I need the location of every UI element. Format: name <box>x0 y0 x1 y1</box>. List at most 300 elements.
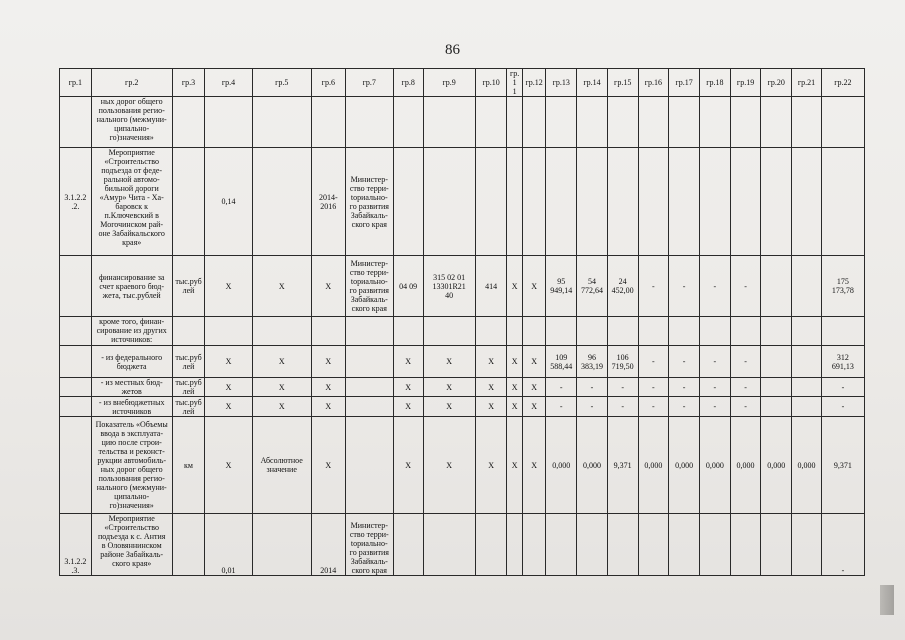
cell-value: - из местных бюд- жетов <box>100 378 163 396</box>
table-cell-gr12 <box>522 397 546 417</box>
table-cell-gr13 <box>546 514 577 576</box>
table-cell-gr3 <box>172 97 205 148</box>
table-cell-gr17 <box>669 256 700 317</box>
table-cell-gr9 <box>423 148 475 256</box>
table-cell-gr13 <box>546 256 577 317</box>
table-cell-gr18 <box>699 148 730 256</box>
table-cell-gr7 <box>345 397 393 417</box>
table-cell-gr3 <box>172 378 205 397</box>
table-cell-gr13 <box>546 148 577 256</box>
cell-value: тыс.руб лей <box>175 277 202 295</box>
table-cell-gr19 <box>730 378 761 397</box>
table-cell-gr5 <box>252 346 311 378</box>
table-cell-gr17 <box>669 148 700 256</box>
cell-value: - <box>652 357 655 366</box>
table-cell-gr14 <box>577 148 608 256</box>
table-cell-gr21 <box>792 346 822 378</box>
table-cell-gr22 <box>821 317 864 346</box>
cell-value: 0,000 <box>644 460 663 470</box>
cell-value: 24 452,00 <box>611 277 634 295</box>
table-cell-gr18 <box>699 97 730 148</box>
table-cell-gr1 <box>60 97 92 148</box>
table-cell-gr1 <box>60 346 92 378</box>
table-cell-gr20 <box>761 378 792 397</box>
table-cell-gr6 <box>311 148 345 256</box>
cell-value: X <box>325 402 332 411</box>
column-header-label: гр.14 <box>583 78 601 87</box>
cell-value: Министер- ство терри- tориально- го развития Забайкаль- ского края <box>349 174 389 229</box>
cell-value: 0,000 <box>675 460 694 470</box>
cell-value: X <box>531 382 537 392</box>
table-cell-gr6 <box>311 97 345 148</box>
table-cell-gr21 <box>792 397 822 417</box>
table-cell-gr8 <box>393 346 423 378</box>
table-row <box>60 397 865 417</box>
cell-value: - из внебюджетных источников <box>98 397 165 416</box>
table-cell-gr21 <box>792 417 822 514</box>
table-cell-gr9 <box>423 317 475 346</box>
table-cell-gr5 <box>252 256 311 317</box>
table-cell-gr9 <box>423 417 475 514</box>
table-cell-gr7 <box>345 514 393 576</box>
table-row <box>60 317 865 346</box>
table-row <box>60 148 865 256</box>
program-table <box>59 68 865 576</box>
column-header-label: гр.6 <box>321 78 335 87</box>
cell-value: 414 <box>485 281 498 291</box>
table-cell-gr12 <box>522 378 546 397</box>
table-cell-gr20 <box>761 346 792 378</box>
table-cell-gr11 <box>507 256 522 317</box>
table-cell-gr15 <box>607 514 638 576</box>
cell-value: X <box>278 382 285 392</box>
cell-value: X <box>446 402 453 411</box>
table-cell-gr19 <box>730 256 761 317</box>
cell-value: 0,000 <box>552 460 571 470</box>
cell-value: 9,371 <box>613 460 632 470</box>
table-cell-gr22 <box>821 148 864 256</box>
table-cell-gr9 <box>423 256 475 317</box>
table-cell-gr18 <box>699 256 730 317</box>
table-cell-gr17 <box>669 346 700 378</box>
table-cell-gr14 <box>577 97 608 148</box>
column-header-16 <box>638 69 669 97</box>
table-cell-gr4 <box>205 256 252 317</box>
column-header-label: гр.3 <box>181 78 196 87</box>
table-cell-gr22 <box>821 97 864 148</box>
column-header-label: гр.10 <box>482 78 500 87</box>
column-header-label: гр.4 <box>221 78 236 87</box>
table-cell-gr2 <box>91 346 172 378</box>
cell-value: X <box>488 382 494 392</box>
table-cell-gr2 <box>91 148 172 256</box>
table-cell-gr5 <box>252 97 311 148</box>
cell-value: X <box>405 357 412 366</box>
cell-value: X <box>511 357 518 366</box>
table-cell-gr21 <box>792 514 822 576</box>
table-cell-gr7 <box>345 148 393 256</box>
table-cell-gr9 <box>423 514 475 576</box>
table-row <box>60 256 865 317</box>
table-cell-gr7 <box>345 317 393 346</box>
table-cell-gr19 <box>730 317 761 346</box>
table-cell-gr19 <box>730 514 761 576</box>
column-header-10 <box>475 69 507 97</box>
cell-value: 95 949,14 <box>550 277 573 295</box>
cell-value: X <box>511 460 518 470</box>
table-cell-gr2 <box>91 256 172 317</box>
column-header-label: гр.2 <box>125 78 139 87</box>
table-cell-gr3 <box>172 256 205 317</box>
cell-value: X <box>405 460 412 470</box>
table-cell-gr9 <box>423 397 475 417</box>
column-header-label: гр.7 <box>362 78 376 87</box>
table-cell-gr4 <box>205 378 252 397</box>
table-cell-gr20 <box>761 317 792 346</box>
table-cell-gr15 <box>607 397 638 417</box>
table-cell-gr19 <box>730 346 761 378</box>
table-cell-gr9 <box>423 378 475 397</box>
table-cell-gr16 <box>638 97 669 148</box>
table-cell-gr3 <box>172 148 205 256</box>
table-cell-gr7 <box>345 97 393 148</box>
cell-value: - <box>744 357 747 366</box>
table-cell-gr5 <box>252 148 311 256</box>
cell-value: X <box>278 357 285 366</box>
cell-value: X <box>225 402 232 411</box>
table-cell-gr10 <box>475 317 507 346</box>
table-cell-gr6 <box>311 378 345 397</box>
column-header-5 <box>252 69 311 97</box>
table-cell-gr6 <box>311 397 345 417</box>
cell-value: 312 691,13 <box>831 352 854 371</box>
table-cell-gr4 <box>205 346 252 378</box>
cell-value: кроме того, финан- сирование из других источников: <box>96 317 167 344</box>
cell-value: - <box>713 402 717 411</box>
cell-value: - <box>559 402 563 411</box>
cell-value: X <box>405 402 412 411</box>
table-cell-gr21 <box>792 97 822 148</box>
table-cell-gr3 <box>172 514 205 576</box>
column-header-label: гр.12 <box>525 78 543 87</box>
table-cell-gr19 <box>730 97 761 148</box>
table-cell-gr8 <box>393 514 423 576</box>
table-cell-gr22 <box>821 514 864 576</box>
table-cell-gr8 <box>393 97 423 148</box>
cell-value: 175 173,78 <box>831 277 854 295</box>
table-cell-gr8 <box>393 256 423 317</box>
cell-value: - <box>744 382 747 392</box>
column-header-12 <box>522 69 546 97</box>
table-cell-gr5 <box>252 397 311 417</box>
table-cell-gr11 <box>507 514 522 576</box>
cell-value: 0,01 <box>221 566 236 575</box>
table-cell-gr12 <box>522 417 546 514</box>
table-cell-gr22 <box>821 378 864 397</box>
column-header-19 <box>730 69 761 97</box>
cell-value: 54 772,64 <box>580 277 603 295</box>
table-cell-gr10 <box>475 97 507 148</box>
cell-value: 0,000 <box>797 460 816 470</box>
table-row <box>60 97 865 148</box>
table-cell-gr20 <box>761 514 792 576</box>
cell-value: - <box>652 382 655 392</box>
table-row <box>60 378 865 397</box>
table-cell-gr21 <box>792 256 822 317</box>
table-cell-gr7 <box>345 417 393 514</box>
table-cell-gr5 <box>252 417 311 514</box>
table-cell-gr5 <box>252 317 311 346</box>
table-cell-gr15 <box>607 97 638 148</box>
column-header-label: гр.8 <box>401 78 415 87</box>
cell-value: X <box>278 281 285 291</box>
column-header-label: гр.22 <box>834 78 852 87</box>
column-header-label: гр.9 <box>442 78 456 87</box>
table-cell-gr6 <box>311 256 345 317</box>
cell-value: - <box>682 402 686 411</box>
header-row <box>60 69 865 97</box>
column-header-label: гр.15 <box>614 78 632 87</box>
cell-value: X <box>325 460 332 470</box>
table-cell-gr11 <box>507 317 522 346</box>
table-cell-gr12 <box>522 346 546 378</box>
table-cell-gr17 <box>669 417 700 514</box>
table-cell-gr21 <box>792 378 822 397</box>
cell-value: 0,000 <box>767 460 786 470</box>
table-cell-gr18 <box>699 397 730 417</box>
table-cell-gr4 <box>205 514 252 576</box>
cell-value: Мероприятие «Строительство подъезда к с. Антия в Оловяннинском районе Забайкаль- ского края» <box>97 514 166 568</box>
cell-value: 2014- 2016 <box>318 192 338 211</box>
table-cell-gr17 <box>669 397 700 417</box>
cell-value: X <box>511 281 518 291</box>
table-cell-gr19 <box>730 417 761 514</box>
table-cell-gr5 <box>252 378 311 397</box>
cell-value: - <box>744 402 747 411</box>
table-cell-gr3 <box>172 417 205 514</box>
table-cell-gr14 <box>577 417 608 514</box>
cell-value: 0,000 <box>705 460 724 470</box>
table-cell-gr7 <box>345 256 393 317</box>
table-cell-gr15 <box>607 148 638 256</box>
table-cell-gr10 <box>475 397 507 417</box>
table-cell-gr14 <box>577 346 608 378</box>
table-cell-gr2 <box>91 97 172 148</box>
cell-value: 9,371 <box>833 460 852 470</box>
table-cell-gr12 <box>522 514 546 576</box>
table-cell-gr7 <box>345 378 393 397</box>
table-cell-gr13 <box>546 397 577 417</box>
column-header-6 <box>311 69 345 97</box>
cell-value: Абсолютное значение <box>260 456 303 474</box>
column-header-22 <box>821 69 864 97</box>
table-cell-gr4 <box>205 417 252 514</box>
table-cell-gr11 <box>507 397 522 417</box>
table-row <box>60 417 865 514</box>
table-cell-gr20 <box>761 417 792 514</box>
table-cell-gr22 <box>821 256 864 317</box>
cell-value: X <box>488 357 494 366</box>
cell-value: X <box>225 382 232 392</box>
table-cell-gr16 <box>638 397 669 417</box>
table-row <box>60 514 865 576</box>
cell-value: 0,000 <box>736 460 755 470</box>
table-cell-gr1 <box>60 417 92 514</box>
table-cell-gr12 <box>522 256 546 317</box>
table-cell-gr1 <box>60 397 92 417</box>
table-cell-gr5 <box>252 514 311 576</box>
table-cell-gr16 <box>638 514 669 576</box>
table-cell-gr9 <box>423 346 475 378</box>
cell-value: X <box>511 382 518 392</box>
table-cell-gr3 <box>172 397 205 417</box>
cell-value: X <box>488 460 494 470</box>
table-cell-gr19 <box>730 148 761 256</box>
cell-value: X <box>325 357 332 366</box>
table-cell-gr10 <box>475 256 507 317</box>
table-cell-gr1 <box>60 514 92 576</box>
table-cell-gr14 <box>577 514 608 576</box>
table-cell-gr6 <box>311 346 345 378</box>
table-cell-gr8 <box>393 148 423 256</box>
column-header-label: гр.17 <box>675 78 693 87</box>
table-cell-gr11 <box>507 378 522 397</box>
cell-value: - <box>590 382 594 392</box>
cell-value: - <box>590 402 594 411</box>
table-cell-gr13 <box>546 346 577 378</box>
table-cell-gr10 <box>475 417 507 514</box>
table-cell-gr4 <box>205 397 252 417</box>
table-cell-gr18 <box>699 317 730 346</box>
cell-value: X <box>325 382 332 392</box>
table-cell-gr1 <box>60 148 92 256</box>
cell-value: 0,14 <box>221 197 236 206</box>
column-header-1 <box>60 69 92 97</box>
cell-value: тыс.руб лей <box>175 397 202 416</box>
column-header-8 <box>393 69 423 97</box>
column-header-17 <box>669 69 700 97</box>
table-cell-gr15 <box>607 417 638 514</box>
cell-value: X <box>511 402 518 411</box>
table-cell-gr8 <box>393 317 423 346</box>
cell-value: X <box>531 281 537 291</box>
cell-value: X <box>325 281 332 291</box>
scan-edge-mark <box>880 585 894 615</box>
table-cell-gr1 <box>60 317 92 346</box>
cell-value: 3.1.2.2 .3. <box>64 557 87 575</box>
cell-value: - <box>682 382 686 392</box>
cell-value: X <box>446 382 453 392</box>
table-cell-gr14 <box>577 397 608 417</box>
table-cell-gr14 <box>577 317 608 346</box>
table-cell-gr11 <box>507 97 522 148</box>
cell-value: - <box>744 281 747 291</box>
cell-value: тыс.руб лей <box>175 378 202 396</box>
cell-value: - <box>559 382 563 392</box>
column-header-label: гр.16 <box>644 78 663 87</box>
table-cell-gr2 <box>91 378 172 397</box>
cell-value: - <box>841 382 845 392</box>
cell-value: - <box>621 402 624 411</box>
table-cell-gr11 <box>507 148 522 256</box>
table-cell-gr7 <box>345 346 393 378</box>
table-cell-gr16 <box>638 378 669 397</box>
table-cell-gr16 <box>638 346 669 378</box>
cell-value: 0,000 <box>582 460 601 470</box>
table-cell-gr17 <box>669 317 700 346</box>
column-header-label: гр.19 <box>736 78 755 87</box>
cell-value: - <box>652 402 655 411</box>
table-cell-gr16 <box>638 317 669 346</box>
table-cell-gr10 <box>475 514 507 576</box>
column-header-11 <box>507 69 522 97</box>
cell-value: - <box>841 402 845 411</box>
table-cell-gr19 <box>730 397 761 417</box>
cell-value: - <box>713 281 717 291</box>
column-header-4 <box>205 69 252 97</box>
table-cell-gr11 <box>507 346 522 378</box>
column-header-label: гр.1 <box>68 78 82 87</box>
cell-value: - <box>652 281 655 291</box>
table-cell-gr18 <box>699 346 730 378</box>
table-cell-gr14 <box>577 378 608 397</box>
cell-value: - из федерального бюджета <box>101 352 163 371</box>
table-cell-gr10 <box>475 346 507 378</box>
column-header-18 <box>699 69 730 97</box>
table-cell-gr2 <box>91 397 172 417</box>
column-header-20 <box>761 69 792 97</box>
column-header-2 <box>91 69 172 97</box>
cell-value: 109 588,44 <box>550 352 573 371</box>
cell-value: 106 719,50 <box>611 352 634 371</box>
table-cell-gr10 <box>475 148 507 256</box>
table-cell-gr20 <box>761 256 792 317</box>
cell-value: X <box>225 460 232 470</box>
cell-value: 96 383,19 <box>580 352 603 371</box>
cell-value: X <box>488 402 494 411</box>
table-cell-gr10 <box>475 378 507 397</box>
column-header-21 <box>792 69 822 97</box>
cell-value: - <box>713 357 717 366</box>
table-cell-gr12 <box>522 317 546 346</box>
table-cell-gr11 <box>507 417 522 514</box>
column-header-label: гр.21 <box>797 78 816 87</box>
cell-value: Мероприятие «Строительство подъезда от феде- ральной автомо- бильной дороги «Амур» Чита - Ха- баровск к п.Ключевский в Могочинском рай- оне Забайкальского края» <box>98 148 165 247</box>
table-cell-gr2 <box>91 317 172 346</box>
column-header-7 <box>345 69 393 97</box>
cell-value: X <box>531 460 537 470</box>
table-cell-gr9 <box>423 97 475 148</box>
column-header-label: гр.18 <box>706 78 724 87</box>
table-cell-gr8 <box>393 397 423 417</box>
table-cell-gr13 <box>546 97 577 148</box>
cell-value: X <box>278 402 285 411</box>
table-cell-gr21 <box>792 317 822 346</box>
table-cell-gr22 <box>821 397 864 417</box>
table-cell-gr15 <box>607 378 638 397</box>
table-cell-gr22 <box>821 346 864 378</box>
table-cell-gr3 <box>172 317 205 346</box>
column-header-label: гр.20 <box>767 78 785 87</box>
cell-value: - <box>682 281 686 291</box>
table-cell-gr16 <box>638 256 669 317</box>
table-cell-gr18 <box>699 417 730 514</box>
cell-value: X <box>531 402 537 411</box>
table-cell-gr18 <box>699 378 730 397</box>
cell-value: Министер- ство терри- tориально- го развития Забайкаль- ского края <box>349 521 389 575</box>
cell-value: км <box>184 460 193 470</box>
table-cell-gr13 <box>546 417 577 514</box>
